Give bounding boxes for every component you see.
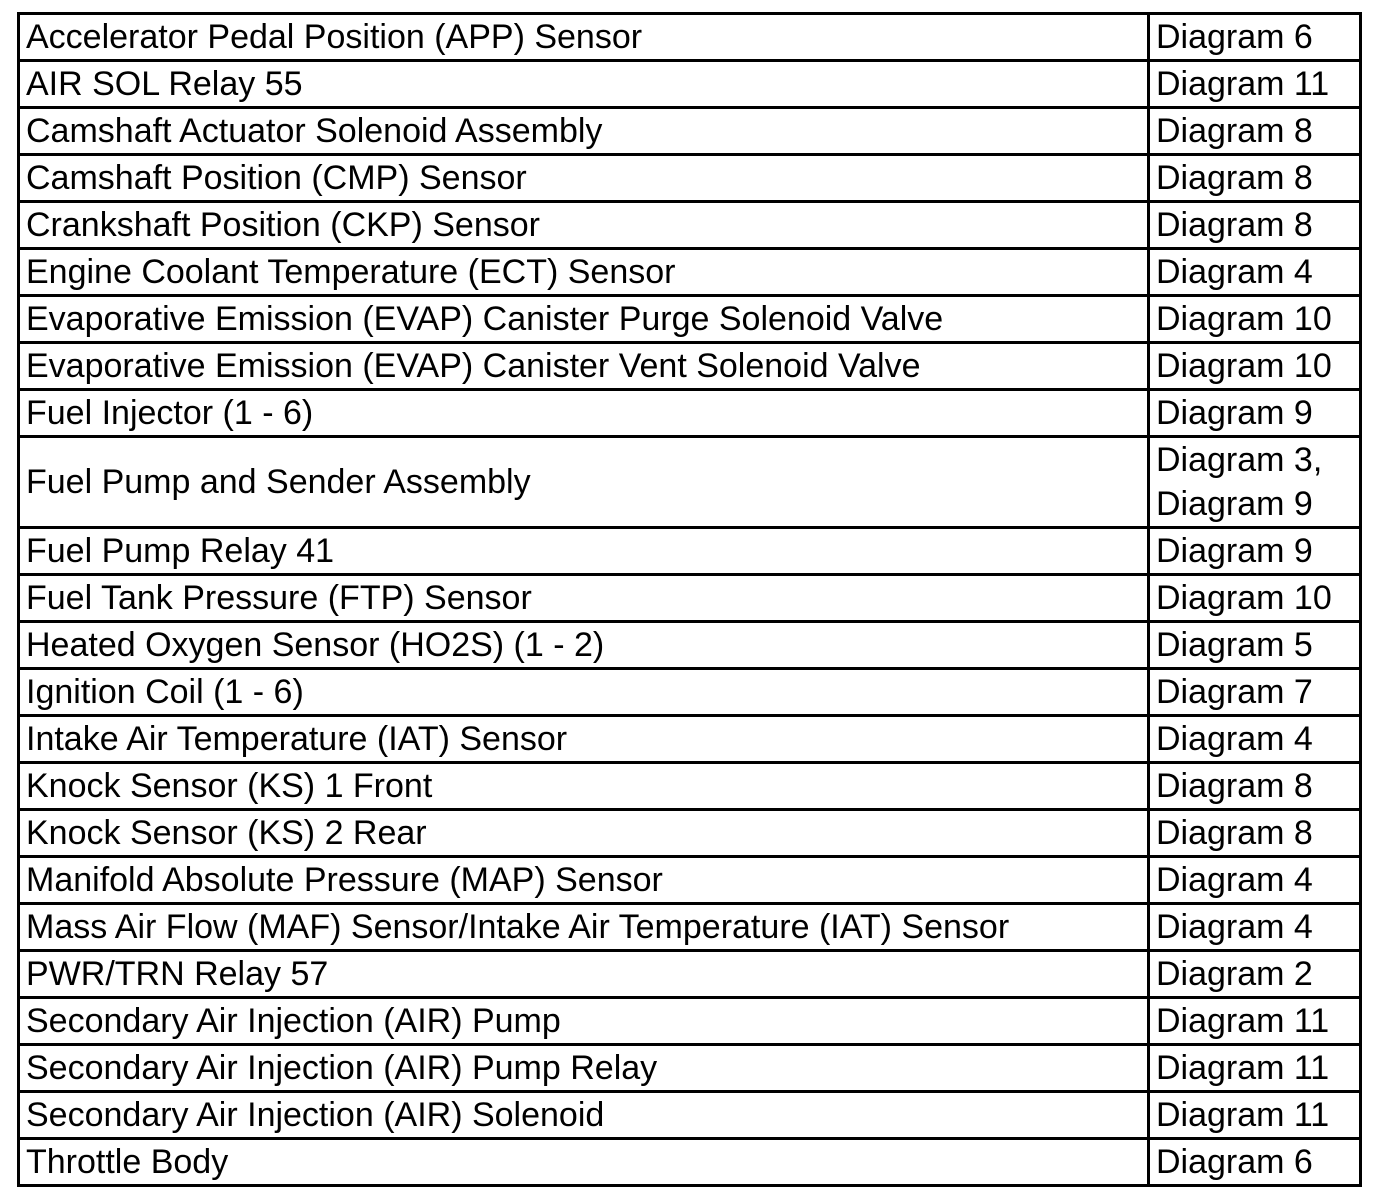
- diagram-reference-cell: [1149, 716, 1361, 763]
- table-row: [19, 951, 1361, 998]
- component-name-cell: Crankshaft Position (CKP) Sensor: [19, 202, 1149, 249]
- diagram-reference: Diagram 5: [1156, 626, 1313, 664]
- component-name-cell: Evaporative Emission (EVAP) Canister Vent Solenoid Valve: [19, 343, 1149, 390]
- component-name-cell: Mass Air Flow (MAF) Sensor/Intake Air Temperature (IAT) Sensor: [19, 904, 1149, 951]
- diagram-reference-cell: [1149, 1045, 1361, 1092]
- table-row: [19, 1045, 1361, 1092]
- component-name-cell: Fuel Pump Relay 41: [19, 528, 1149, 575]
- diagram-reference: Diagram 11: [1156, 1002, 1330, 1040]
- diagram-reference: Diagram 8: [1156, 767, 1313, 805]
- component-name-cell: Ignition Coil (1 - 6): [19, 669, 1149, 716]
- diagram-reference-cell: [1149, 1139, 1361, 1186]
- table-row: [19, 1092, 1361, 1139]
- component-name-cell: Secondary Air Injection (AIR) Solenoid: [19, 1092, 1149, 1139]
- diagram-reference-cell: [1149, 155, 1361, 202]
- component-name-cell: Secondary Air Injection (AIR) Pump Relay: [19, 1045, 1149, 1092]
- diagram-reference-cell: [1149, 528, 1361, 575]
- diagram-reference-cell: [1149, 1092, 1361, 1139]
- component-name-cell: Heated Oxygen Sensor (HO2S) (1 - 2): [19, 622, 1149, 669]
- diagram-reference: Diagram 10: [1156, 300, 1332, 338]
- diagram-reference: Diagram 8: [1156, 206, 1313, 244]
- diagram-reference: Diagram 4: [1156, 861, 1313, 899]
- table-row: [19, 669, 1361, 716]
- diagram-reference-cell: [1149, 61, 1361, 108]
- component-name-cell: Camshaft Actuator Solenoid Assembly: [19, 108, 1149, 155]
- component-name-cell: Secondary Air Injection (AIR) Pump: [19, 998, 1149, 1045]
- diagram-reference: Diagram 3,: [1156, 441, 1323, 479]
- diagram-reference-cell: [1149, 437, 1361, 528]
- diagram-reference: Diagram 7: [1156, 673, 1313, 711]
- diagram-reference-cell: [1149, 857, 1361, 904]
- component-name-cell: Accelerator Pedal Position (APP) Sensor: [19, 14, 1149, 61]
- component-name-cell: Fuel Injector (1 - 6): [19, 390, 1149, 437]
- table-row: [19, 857, 1361, 904]
- component-name-cell: AIR SOL Relay 55: [19, 61, 1149, 108]
- table-row: [19, 810, 1361, 857]
- table-body: [19, 14, 1361, 1186]
- table-row: [19, 528, 1361, 575]
- diagram-reference: Diagram 8: [1156, 814, 1313, 852]
- diagram-reference: Diagram 10: [1156, 347, 1332, 385]
- diagram-reference: Diagram 9: [1156, 394, 1313, 432]
- diagram-reference: Diagram 11: [1156, 65, 1330, 103]
- component-name-cell: Intake Air Temperature (IAT) Sensor: [19, 716, 1149, 763]
- table-row: [19, 108, 1361, 155]
- diagram-reference: Diagram 6: [1156, 18, 1313, 56]
- table-row: [19, 296, 1361, 343]
- diagram-reference: Diagram 9: [1156, 532, 1313, 570]
- diagram-reference: Diagram 9: [1156, 485, 1313, 523]
- diagram-reference: Diagram 4: [1156, 253, 1313, 291]
- diagram-reference-cell: [1149, 390, 1361, 437]
- diagram-reference: Diagram 4: [1156, 720, 1313, 758]
- component-name-cell: Fuel Tank Pressure (FTP) Sensor: [19, 575, 1149, 622]
- component-name-cell: Throttle Body: [19, 1139, 1149, 1186]
- component-name-cell: Engine Coolant Temperature (ECT) Sensor: [19, 249, 1149, 296]
- diagram-reference-cell: [1149, 904, 1361, 951]
- table-row: [19, 763, 1361, 810]
- table-row: [19, 1139, 1361, 1186]
- diagram-reference: Diagram 8: [1156, 159, 1313, 197]
- diagram-reference: Diagram 10: [1156, 579, 1332, 617]
- diagram-reference-cell: [1149, 14, 1361, 61]
- diagram-reference-cell: [1149, 622, 1361, 669]
- table-row: [19, 155, 1361, 202]
- diagram-reference: Diagram 2: [1156, 955, 1313, 993]
- table-row: [19, 249, 1361, 296]
- diagram-reference: Diagram 11: [1156, 1049, 1330, 1087]
- diagram-reference-cell: [1149, 810, 1361, 857]
- table-row: [19, 343, 1361, 390]
- table-row: [19, 61, 1361, 108]
- component-name-cell: Evaporative Emission (EVAP) Canister Purge Solenoid Valve: [19, 296, 1149, 343]
- diagram-reference-cell: [1149, 763, 1361, 810]
- component-location-table: [17, 12, 1362, 1187]
- component-name-cell: Manifold Absolute Pressure (MAP) Sensor: [19, 857, 1149, 904]
- table-row: [19, 575, 1361, 622]
- table-row: [19, 716, 1361, 763]
- diagram-reference-cell: [1149, 296, 1361, 343]
- diagram-reference: Diagram 4: [1156, 908, 1313, 946]
- diagram-reference-cell: [1149, 951, 1361, 998]
- diagram-reference-cell: [1149, 998, 1361, 1045]
- table-row: [19, 998, 1361, 1045]
- diagram-reference-cell: [1149, 249, 1361, 296]
- component-name-cell: PWR/TRN Relay 57: [19, 951, 1149, 998]
- diagram-reference: Diagram 6: [1156, 1143, 1313, 1181]
- table-row: [19, 904, 1361, 951]
- diagram-reference-cell: [1149, 669, 1361, 716]
- table-row: [19, 202, 1361, 249]
- diagram-reference-cell: [1149, 575, 1361, 622]
- table-row: [19, 437, 1361, 528]
- component-name-cell: Knock Sensor (KS) 2 Rear: [19, 810, 1149, 857]
- diagram-reference-cell: [1149, 343, 1361, 390]
- component-name-cell: Knock Sensor (KS) 1 Front: [19, 763, 1149, 810]
- component-name-cell: Camshaft Position (CMP) Sensor: [19, 155, 1149, 202]
- diagram-reference: Diagram 11: [1156, 1096, 1330, 1134]
- table-row: [19, 14, 1361, 61]
- diagram-reference-cell: [1149, 202, 1361, 249]
- table-row: [19, 390, 1361, 437]
- diagram-reference-cell: [1149, 108, 1361, 155]
- component-name-cell: Fuel Pump and Sender Assembly: [19, 437, 1149, 528]
- diagram-reference: Diagram 8: [1156, 112, 1313, 150]
- table-row: [19, 622, 1361, 669]
